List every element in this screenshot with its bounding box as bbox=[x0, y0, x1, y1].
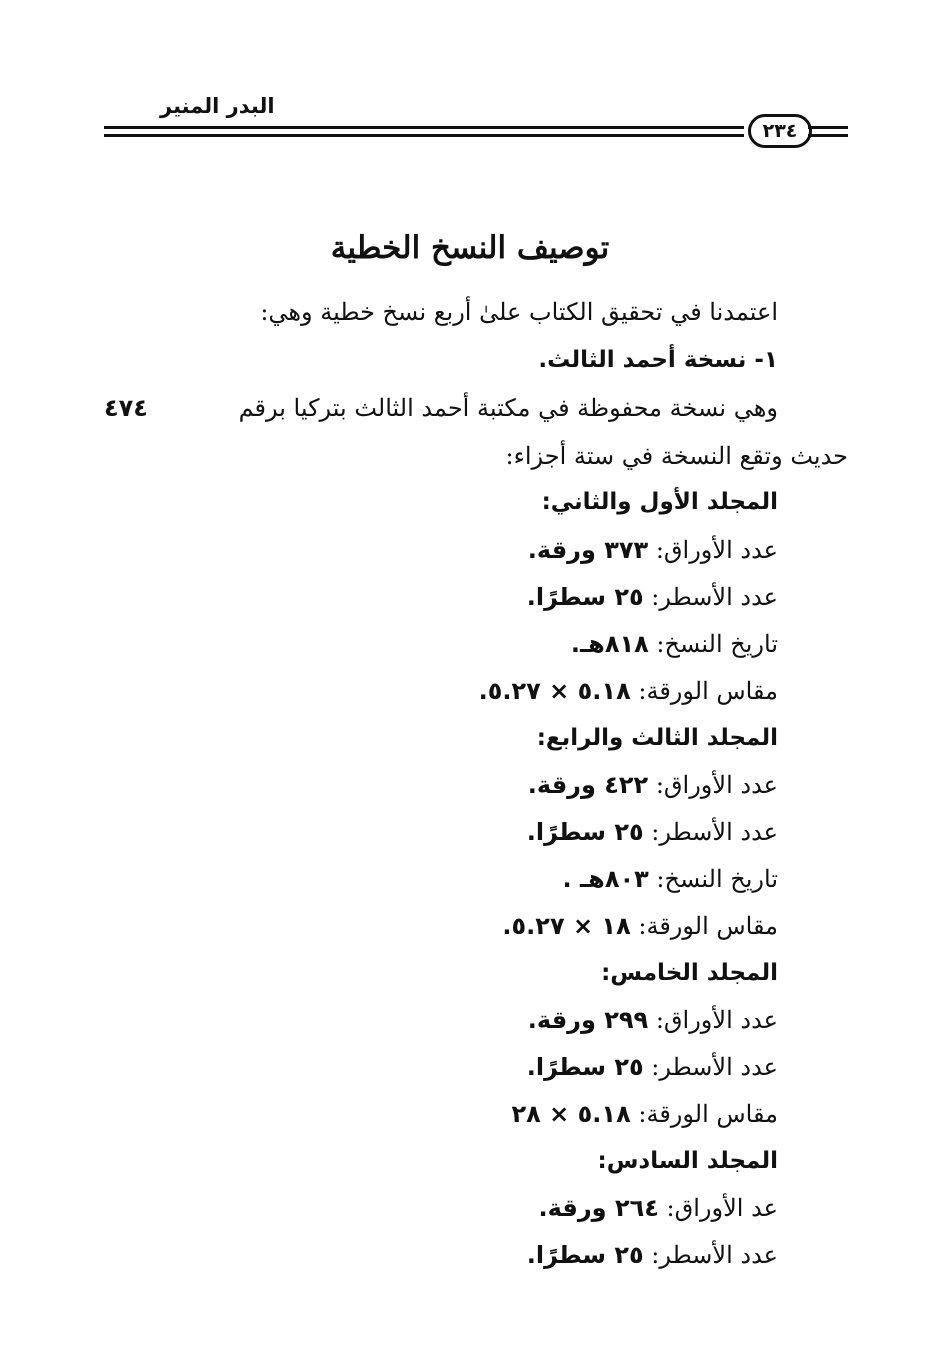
volume-row bbox=[538, 1186, 778, 1230]
row-value: ٢٥ سطرًا. bbox=[526, 818, 644, 846]
row-value: ٢٥ سطرًا. bbox=[526, 583, 644, 611]
header-rule-right-bottom bbox=[808, 134, 848, 137]
section-heading: توصيف النسخ الخطية bbox=[330, 230, 610, 266]
volume-title: المجلد السادس: bbox=[597, 1148, 778, 1174]
row-label: عدد الأوراق: bbox=[655, 771, 778, 799]
page-header bbox=[104, 90, 848, 160]
row-label: عد الأوراق: bbox=[666, 1194, 778, 1222]
row-value: ٤٢٢ ورقة. bbox=[527, 771, 649, 799]
row-label: عدد الأسطر: bbox=[651, 818, 778, 846]
row-value: ٥.١٨ × ٢٨ bbox=[511, 1100, 631, 1128]
row-value: ٢٥ سطرًا. bbox=[526, 1241, 644, 1269]
manuscript-number: ٤٧٤ bbox=[104, 394, 148, 422]
row-value: ١٨ × ٥.٢٧. bbox=[502, 912, 631, 940]
row-value: ٣٧٣ ورقة. bbox=[527, 536, 649, 564]
volume-row bbox=[502, 904, 778, 948]
manuscript-desc-line-2: حديث وتقع النسخة في ستة أجزاء: bbox=[505, 442, 848, 470]
row-value: ٢٦٤ ورقة. bbox=[538, 1194, 659, 1222]
volume-row bbox=[479, 669, 778, 713]
volume-row bbox=[527, 575, 778, 619]
page-number: ٢٣٤ bbox=[748, 114, 812, 148]
row-label: عدد الأوراق: bbox=[655, 536, 778, 564]
row-label: تاريخ النسخ: bbox=[656, 865, 778, 893]
volume-title: المجلد الخامس: bbox=[601, 960, 778, 986]
row-value: ٨١٨هـ. bbox=[570, 630, 649, 658]
volume-title: المجلد الأول والثاني: bbox=[541, 489, 778, 515]
volume-row bbox=[571, 622, 778, 666]
header-rule-bottom bbox=[104, 134, 744, 137]
row-label: مقاس الورقة: bbox=[638, 912, 778, 940]
volume-row bbox=[562, 857, 778, 901]
row-label: عدد الأسطر: bbox=[651, 1241, 778, 1269]
volume-row bbox=[512, 1092, 778, 1136]
volume-title: المجلد الثالث والرابع: bbox=[536, 725, 778, 751]
row-value: ٢٥ سطرًا. bbox=[526, 1053, 644, 1081]
row-label: تاريخ النسخ: bbox=[656, 630, 778, 658]
manuscript-desc-text: وهي نسخة محفوظة في مكتبة أحمد الثالث بتركيا برقم bbox=[238, 394, 778, 422]
header-rule-right-top bbox=[808, 126, 848, 129]
row-label: مقاس الورقة: bbox=[638, 677, 778, 705]
row-value: ٨٠٣هـ . bbox=[562, 865, 649, 893]
volume-row bbox=[528, 763, 778, 807]
volume-row bbox=[527, 1233, 778, 1277]
volume-row bbox=[528, 998, 778, 1042]
header-rule-top bbox=[104, 126, 744, 129]
intro-text: اعتمدنا في تحقيق الكتاب علىٰ أربع نسخ خطية وهي: bbox=[260, 298, 778, 326]
volume-row bbox=[527, 810, 778, 854]
row-label: عدد الأسطر: bbox=[651, 1053, 778, 1081]
row-label: عدد الأسطر: bbox=[651, 583, 778, 611]
row-value: ٢٩٩ ورقة. bbox=[527, 1006, 649, 1034]
row-value: ٥.١٨ × ٥.٢٧. bbox=[478, 677, 631, 705]
manuscript-title: ١- نسخة أحمد الثالث. bbox=[538, 347, 778, 373]
row-label: عدد الأوراق: bbox=[655, 1006, 778, 1034]
manuscript-desc-line-1 bbox=[104, 386, 778, 430]
volume-row bbox=[527, 1045, 778, 1089]
volume-row bbox=[528, 528, 778, 572]
row-label: مقاس الورقة: bbox=[638, 1100, 778, 1128]
running-title: البدر المنير bbox=[160, 94, 275, 118]
